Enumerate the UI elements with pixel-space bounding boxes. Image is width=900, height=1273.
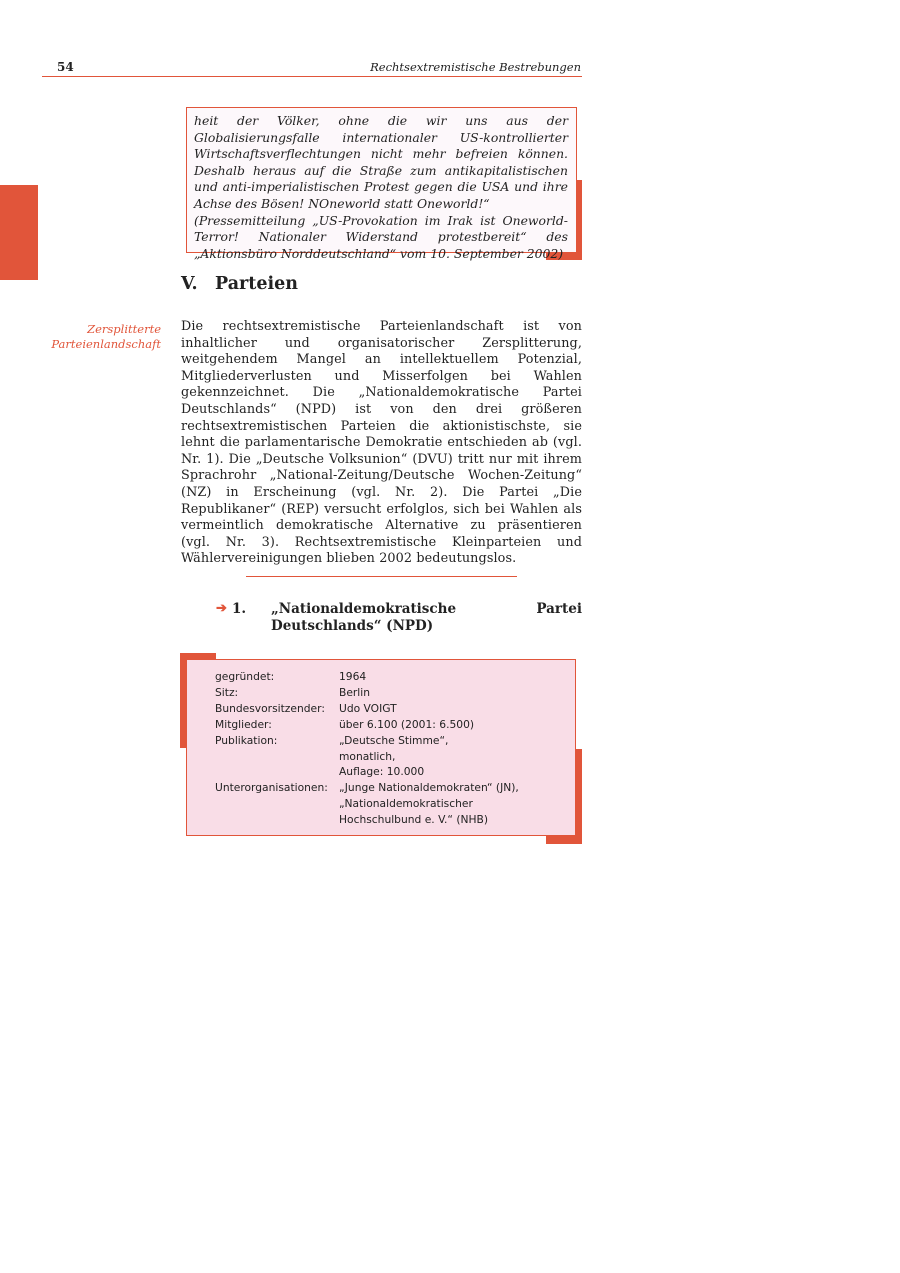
margin-accent-block <box>0 185 38 280</box>
info-value <box>339 701 559 717</box>
info-value-line: Auflage: 10.000 <box>339 765 425 779</box>
info-row-suborganizations <box>215 780 559 828</box>
info-label: Bundesvorsitzender: <box>215 701 325 715</box>
info-value-line: 1964 <box>339 670 367 683</box>
info-row-founded <box>215 669 559 685</box>
info-value-line: „Nationaldemokratischer <box>339 797 473 811</box>
info-value <box>339 669 559 685</box>
header-rule <box>42 76 582 77</box>
subsection-title: „Nationaldemokratische Partei Deutschlands“ (NPD) <box>271 601 582 634</box>
quote-source: (Pressemitteilung „US-Provokation im Irak ist Oneworld-Terror! Nationaler Widerstand protestbereit“ des „Aktionsbüro Norddeutschland“ vom 10. September 2002) <box>194 212 568 261</box>
info-value <box>339 733 559 781</box>
info-row-seat <box>215 685 559 701</box>
party-info-table <box>215 669 559 828</box>
info-value <box>339 717 559 733</box>
info-label: Mitglieder: <box>215 717 272 731</box>
section-divider <box>246 576 517 577</box>
info-row-members <box>215 717 559 733</box>
info-value-line: „Junge Nationaldemokraten“ (JN), <box>339 781 519 795</box>
side-note: Zersplitterte Parteienlandschaft <box>51 322 161 351</box>
subsection-number: 1. <box>232 601 247 617</box>
section-number: V. <box>181 274 198 294</box>
info-value-line: monatlich, <box>339 749 396 763</box>
info-row-chairman <box>215 701 559 717</box>
running-head: Rechtsextremistische Bestrebungen <box>370 60 581 74</box>
arrow-icon: ➔ <box>216 601 227 616</box>
info-label: Sitz: <box>215 685 239 699</box>
info-value-line: Berlin <box>339 685 371 699</box>
info-value-line: Udo VOIGT <box>339 701 397 715</box>
section-title: Parteien <box>215 274 298 294</box>
section-heading <box>181 274 298 294</box>
body-paragraph: Die rechtsextremistische Parteienlandschaft ist von inhaltlicher und organisatorischer Zersplitterung, weitgehendem Mangel an intellektuellem Potenzial, Mitgliederverlusten und Misserfolgen bei Wahlen gekennzeichnet. Die „Nationaldemokratische Partei Deutschlands“ (NPD) ist von den drei größeren rechtsextremistischen Parteien die aktionistischste, sie lehnt die parlamentarische Demokratie entschieden ab (vgl. Nr. 1). Die „Deutsche Volksunion“ (DVU) tritt nur mit ihrem Sprachrohr „National-Zeitung/Deutsche Wochen-Zeitung“ (NZ) in Erscheinung (vgl. Nr. 2). Die Partei „Die Republikaner“ (REP) versucht erfolglos, sich bei Wahlen als vermeintlich demokratische Alternative zu präsentieren (vgl. Nr. 3). Rechtsextremistische Kleinparteien und Wählervereinigungen blieben 2002 bedeutungslos. <box>181 319 582 567</box>
page-number: 54 <box>57 60 74 74</box>
info-value <box>339 780 559 828</box>
info-label: gegründet: <box>215 670 275 683</box>
info-value-line: über 6.100 (2001: 6.500) <box>339 717 475 731</box>
info-label: Publikation: <box>215 733 278 747</box>
info-label: Unterorganisationen: <box>215 781 328 795</box>
info-value-line: Hochschulbund e. V.“ (NHB) <box>339 813 489 827</box>
quote-box <box>186 107 577 261</box>
info-value <box>339 685 559 701</box>
info-row-publication <box>215 733 559 781</box>
info-value-line: „Deutsche Stimme“, <box>339 733 449 747</box>
body-text <box>181 319 582 568</box>
quote-text: heit der Völker, ohne die wir uns aus der Globalisierungsfalle internationaler US-kontrollierter Wirtschaftsverflechtungen nicht mehr befreien können. Deshalb heraus auf die Straße zum antikapitalistischen und anti-imperialistischen Protest gegen die USA und ihre Achse des Bösen! NOneworld statt Oneworld!“ <box>194 113 568 211</box>
party-info-box <box>186 659 576 836</box>
